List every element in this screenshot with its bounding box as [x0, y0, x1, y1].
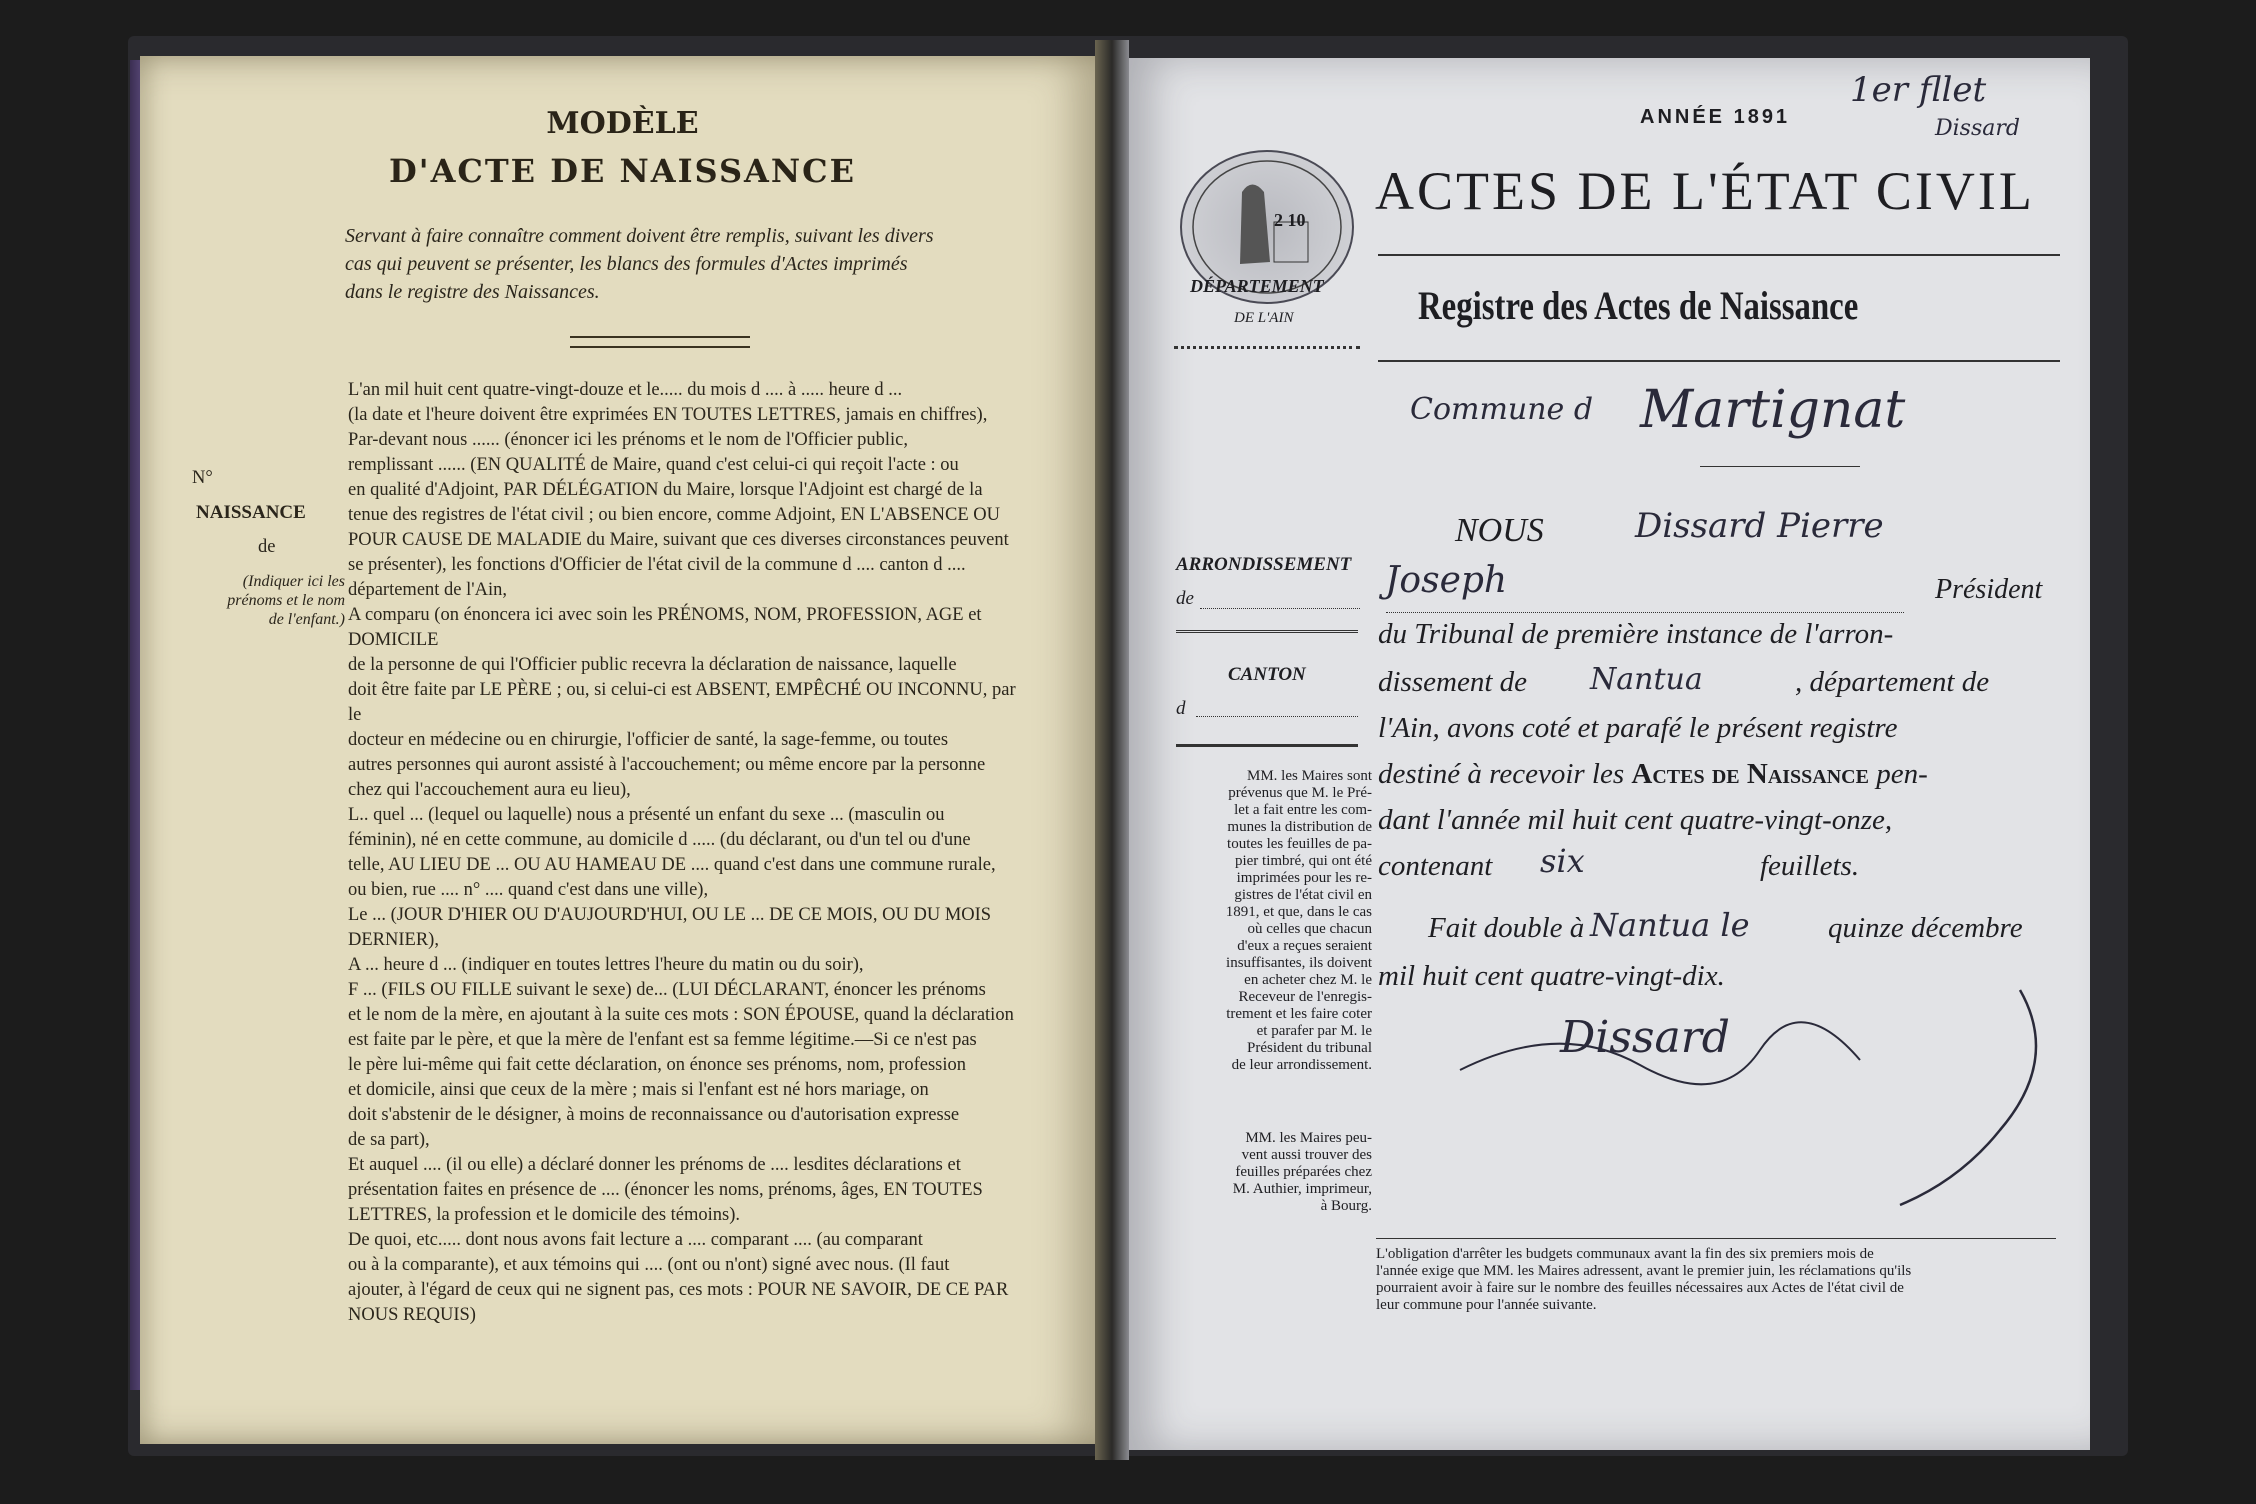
text-line: insuffisantes, ils doivent	[1226, 955, 1372, 971]
text-line: pourraient avoir à faire sur le nombre des feuilles nécessaires aux Actes de l'état civil de	[1376, 1280, 1904, 1296]
six-handwritten: six	[1540, 842, 1585, 880]
nous-label: NOUS	[1455, 512, 1544, 549]
text-line: let a fait entre les com-	[1234, 802, 1372, 818]
line-ain: l'Ain, avons coté et parafé le présent registre	[1378, 712, 1898, 744]
text-line: (la date et l'heure doivent être exprimées EN TOUTES LETTRES, jamais en chiffres),	[348, 405, 988, 425]
text-line: et le nom de la mère, en ajoutant à la suite ces mots : SON ÉPOUSE, quand la déclaration	[348, 1005, 1014, 1025]
text-line: LETTRES, la profession et le domicile des témoins).	[348, 1205, 741, 1225]
arrondissement-dots	[1200, 608, 1360, 609]
departement-label: DÉPARTEMENT	[1190, 276, 1324, 296]
canton-d: d	[1176, 698, 1186, 719]
text-line: docteur en médecine ou en chirurgie, l'officier de santé, la sage-femme, ou toutes	[348, 730, 949, 750]
text-line: présentation faites en présence de .... (énoncer les noms, prénoms, âges, EN TOUTES	[348, 1180, 983, 1200]
text-line: A ... heure d ... (indiquer en toutes lettres l'heure du matin ou du soir),	[348, 955, 864, 975]
margin-hint-line: (Indiquer ici les	[242, 573, 345, 590]
commune-label: Commune d	[1410, 392, 1594, 427]
text-line: MM. les Maires peu-	[1245, 1130, 1372, 1146]
text-line: NOUS REQUIS)	[348, 1305, 476, 1325]
line-fait: Fait double à	[1428, 912, 1585, 944]
text-line: MM. les Maires sont	[1247, 768, 1372, 784]
handwritten-corner-1: 1er fllet	[1850, 70, 1987, 110]
left-body	[348, 378, 1018, 1328]
margin-naissance: NAISSANCE	[196, 502, 306, 523]
text-line: Receveur de l'enregis-	[1238, 989, 1372, 1005]
text-line: vent aussi trouver des	[1241, 1147, 1372, 1163]
margin-de: de	[258, 537, 276, 557]
text-line: toutes les feuilles de pa-	[1227, 836, 1372, 852]
text-line: prévenus que M. le Pré-	[1228, 785, 1372, 801]
text-line: Et auquel .... (il ou elle) a déclaré donner les prénoms de .... lesdites déclarations et	[348, 1155, 961, 1175]
text-line: gistres de l'état civil en	[1234, 887, 1372, 903]
text-line: autres personnes qui auront assisté à l'accouchement; ou même encore par la personne	[348, 755, 986, 775]
handwritten-corner-2: Dissard	[1935, 116, 2020, 141]
line-pen: pen-	[1876, 758, 1928, 790]
left-title-acte: D'ACTE DE NAISSANCE	[389, 152, 856, 190]
text-line: POUR CAUSE DE MALADIE du Maire, suivant que ces diverses circonstances peuvent	[348, 530, 1009, 550]
text-line: et domicile, ainsi que ceux de la mère ; mais si l'enfant est né hors mariage, on	[348, 1080, 929, 1100]
text-line: L'an mil huit cent quatre-vingt-douze et le..... du mois d .... à ..... heure d ...	[348, 380, 903, 400]
signature-handwritten: Dissard	[1560, 1012, 1730, 1063]
text-line: feuilles préparées chez	[1235, 1164, 1372, 1180]
note-maires-1	[1162, 768, 1372, 1074]
text-line: le père lui-même qui fait cette déclaration, on énonce ses prénoms, nom, profession	[348, 1055, 966, 1075]
arrondissement-de: de	[1176, 588, 1194, 609]
nantua-handwritten: Nantua	[1590, 662, 1703, 697]
line-feuillets: feuillets.	[1760, 850, 1860, 882]
text-line: en acheter chez M. le	[1244, 972, 1372, 988]
text-line: doit s'abstenir de le désigner, à moins de reconnaissance ou d'autorisation expresse	[348, 1105, 960, 1125]
arrondissement-label: ARRONDISSEMENT	[1176, 554, 1352, 575]
footer-note	[1376, 1246, 2056, 1314]
line-dissement: dissement de	[1378, 666, 1527, 698]
text-line: tenue des registres de l'état civil ; ou bien encore, comme Adjoint, EN L'ABSENCE OU	[348, 505, 1000, 525]
president-label: Président	[1935, 574, 2043, 605]
text-line: de sa part),	[348, 1130, 430, 1150]
left-title-modele: MODÈLE	[546, 106, 699, 141]
text-line: département de l'Ain,	[348, 580, 507, 600]
footer-rule	[1376, 1238, 2056, 1239]
text-line: où celles que chacun	[1247, 921, 1372, 937]
text-line: Président du tribunal	[1247, 1040, 1372, 1056]
left-subtitle-line: cas qui peuvent se présenter, les blancs des formules d'Actes imprimés	[345, 253, 908, 275]
line-destine	[1378, 758, 1928, 791]
text-line: de leur arrondissement.	[1231, 1057, 1372, 1073]
text-line: remplissant ...... (EN QUALITÉ de Maire, quand c'est celui-ci qui reçoit l'acte : ou	[348, 455, 959, 475]
left-subtitle	[345, 222, 1045, 306]
left-subtitle-line: dans le registre des Naissances.	[345, 281, 600, 303]
text-line: et parafer par M. le	[1256, 1023, 1372, 1039]
margin-hint-line: de l'enfant.)	[268, 611, 345, 628]
text-line: à Bourg.	[1320, 1198, 1372, 1214]
stamp-value: 2 10	[1274, 210, 1306, 230]
signature-flourish-icon	[1440, 980, 2060, 1220]
line-departement: , département de	[1795, 666, 1990, 698]
text-line: Par-devant nous ...... (énoncer ici les prénoms et le nom de l'Officier public,	[348, 430, 909, 450]
text-line: munes la distribution de	[1227, 819, 1372, 835]
arrondissement-rule	[1176, 630, 1358, 633]
title-rule	[1378, 254, 2060, 256]
actes-naissance-bold: Actes de Naissance	[1631, 758, 1869, 790]
text-line: telle, AU LIEU DE ... OU AU HAMEAU DE .... quand c'est dans une commune rurale,	[348, 855, 996, 875]
left-subtitle-line: Servant à faire connaître comment doivent être remplis, suivant les divers	[345, 225, 934, 247]
text-line: ou bien, rue .... n° .... quand c'est dans une ville),	[348, 880, 709, 900]
text-line: Le ... (JOUR D'HIER OU D'AUJOURD'HUI, OU LE ... DE CE MOIS, OU DU MOIS DERNIER),	[348, 905, 992, 950]
text-line: 1891, et que, dans le cas	[1225, 904, 1372, 920]
departement-value: DE L'AIN	[1234, 310, 1294, 326]
departement-rule	[1174, 346, 1360, 353]
text-line: trement et les faire coter	[1226, 1006, 1372, 1022]
text-line: est faite par le père, et que la mère de l'enfant est sa femme légitime.—Si ce n'est pas	[348, 1030, 977, 1050]
text-line: d'eux a reçues seraient	[1237, 938, 1372, 954]
text-line: M. Authier, imprimeur,	[1232, 1181, 1372, 1197]
canton-label: CANTON	[1228, 664, 1306, 685]
text-line: L'obligation d'arrêter les budgets communaux avant la fin des six premiers mois de	[1376, 1246, 1874, 1262]
text-line: ou à la comparante), et aux témoins qui .... (ont ou n'ont) signé avec nous. (Il faut	[348, 1255, 950, 1275]
canton-rule	[1176, 744, 1358, 747]
commune-handwritten: Martignat	[1640, 380, 1906, 440]
book-gutter	[1095, 40, 1129, 1460]
note-maires-2	[1162, 1130, 1372, 1215]
line-mil: mil huit cent quatre-vingt-dix.	[1378, 960, 1725, 992]
canton-dots	[1196, 716, 1358, 717]
line-contenant: contenant	[1378, 850, 1493, 882]
prenom-dots	[1386, 612, 1904, 613]
ornament-divider	[570, 336, 750, 348]
fait-place-handwritten: Nantua le	[1590, 906, 1750, 944]
text-line: leur commune pour l'année suivante.	[1376, 1297, 1597, 1313]
prenom-handwritten: Joseph	[1385, 560, 1508, 601]
text-line: ajouter, à l'égard de ceux qui ne signent pas, ces mots : POUR NE SAVOIR, DE CE PAR	[348, 1280, 1009, 1300]
margin-hint	[190, 572, 345, 629]
text-line: L.. quel ... (lequel ou laquelle) nous a présenté un enfant du sexe ... (masculin ou	[348, 805, 945, 825]
register-title: Registre des Actes de Naissance	[1418, 283, 1859, 328]
text-line: A comparu (on énoncera ici avec soin les PRÉNOMS, NOM, PROFESSION, AGE et DOMICILE	[348, 605, 982, 650]
text-line: l'année exige que MM. les Maires adressent, avant le premier juin, les réclamations qu'ils	[1376, 1263, 1912, 1279]
text-line: doit être faite par LE PÈRE ; ou, si celui-ci est ABSENT, EMPÊCHÉ OU INCONNU, par le	[348, 680, 1016, 725]
commune-underline	[1700, 466, 1860, 467]
line-quinze: quinze décembre	[1828, 912, 2023, 944]
year-label: ANNÉE 1891	[1640, 106, 1791, 128]
line-tribunal: du Tribunal de première instance de l'arron-	[1378, 618, 1894, 650]
text-line: De quoi, etc..... dont nous avons fait lecture a .... comparant .... (au comparant	[348, 1230, 923, 1250]
text-line: F ... (FILS OU FILLE suivant le sexe) de... (LUI DÉCLARANT, énoncer les prénoms	[348, 980, 986, 1000]
line-destine-text: destiné à recevoir les	[1378, 758, 1625, 790]
nous-handwritten: Dissard Pierre	[1635, 506, 1884, 546]
text-line: en qualité d'Adjoint, PAR DÉLÉGATION du Maire, lorsque l'Adjoint est chargé de la	[348, 480, 983, 500]
text-line: chez qui l'accouchement aura eu lieu),	[348, 780, 631, 800]
line-dant: dant l'année mil huit cent quatre-vingt-onze,	[1378, 804, 1893, 836]
margin-number: N°	[192, 468, 213, 488]
main-title: ACTES DE L'ÉTAT CIVIL	[1375, 161, 2035, 221]
text-line: se présenter), les fonctions d'Officier de l'état civil de la commune d .... canton d ....	[348, 555, 966, 575]
register-rule	[1378, 360, 2060, 362]
margin-hint-line: prénoms et le nom	[227, 592, 345, 609]
text-line: pier timbré, qui ont été	[1234, 853, 1372, 869]
text-line: de la personne de qui l'Officier public recevra la déclaration de naissance, laquelle	[348, 655, 957, 675]
text-line: féminin), né en cette commune, au domicile d ..... (du déclarant, ou d'un tel ou d'une	[348, 830, 971, 850]
text-line: imprimées pour les re-	[1236, 870, 1372, 886]
